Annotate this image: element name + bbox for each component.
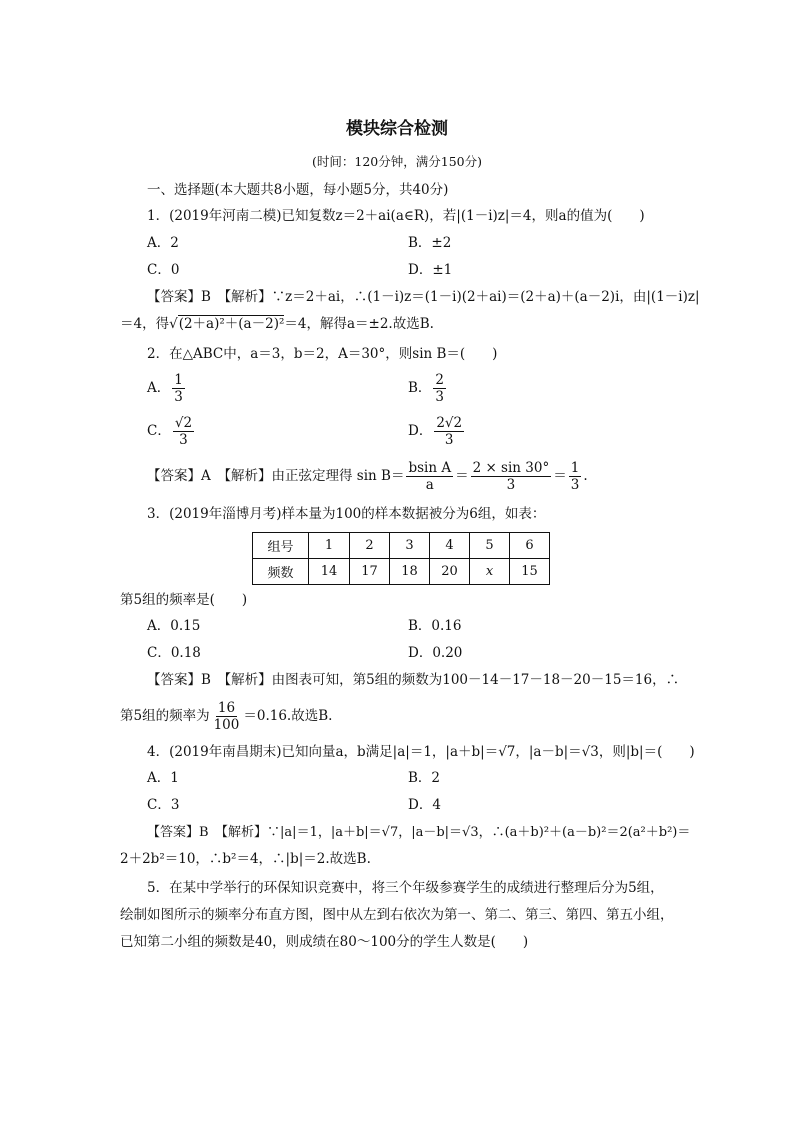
den: 3 — [435, 389, 445, 405]
fraction — [433, 372, 446, 405]
num: √2 — [174, 415, 193, 431]
fraction — [172, 372, 185, 405]
option-b: B．2 — [408, 770, 441, 786]
option-a — [147, 372, 187, 405]
cell: 频数 — [253, 559, 309, 585]
answer-1-cont: ＝4，得√(2＋a)²＋(a－2)²＝4，解得a＝±2.故选B. — [120, 316, 434, 332]
num: 1 — [174, 372, 183, 388]
den: 3 — [174, 389, 183, 405]
fraction — [434, 415, 464, 448]
option-d: D．4 — [408, 797, 441, 813]
option-b: B．±2 — [408, 235, 452, 251]
option-c — [147, 415, 196, 448]
label: B． — [408, 380, 432, 396]
table-row — [253, 533, 550, 559]
cell: 3 — [390, 533, 430, 559]
question-5-line-2: 绘制如图所示的频率分布直方图，图中从左到右依次为第一、第二、第三、第四、第五小组， — [120, 907, 674, 923]
fraction — [212, 700, 242, 733]
option-b: B．0.16 — [408, 618, 462, 634]
fraction — [569, 460, 582, 493]
cell: 4 — [430, 533, 470, 559]
question-3-after: 第5组的频率是( ) — [120, 592, 248, 608]
den: 3 — [506, 477, 516, 493]
text: . — [583, 468, 588, 484]
option-a: A．1 — [147, 770, 179, 786]
den: a — [425, 477, 434, 493]
label: D． — [408, 423, 433, 439]
num: bsin A — [408, 460, 452, 476]
text: ＝4，得 — [120, 316, 170, 332]
fraction — [406, 460, 453, 493]
page-title: 模块综合检测 — [346, 119, 448, 139]
option-a: A．2 — [147, 235, 179, 251]
cell: 5 — [470, 533, 510, 559]
cell: 1 — [309, 533, 350, 559]
option-c: C．3 — [147, 797, 180, 813]
cell: 18 — [390, 559, 430, 585]
den: 3 — [570, 477, 580, 493]
fraction — [173, 415, 194, 448]
cell: 组号 — [253, 533, 309, 559]
den: 3 — [444, 432, 454, 448]
option-d: D．±1 — [408, 262, 453, 278]
section-heading: 一、选择题(本大题共8小题，每小题5分，共40分) — [147, 182, 449, 198]
table-row — [253, 559, 550, 585]
question-5-line-3: 已知第二小组的频数是40，则成绩在80～100分的学生人数是( ) — [120, 934, 529, 950]
option-d — [408, 415, 466, 448]
cell: 14 — [309, 559, 350, 585]
option-a: A．0.15 — [147, 618, 201, 634]
num: 2 — [435, 372, 445, 388]
question-2: 2．在△ABC中，a＝3，b＝2，A＝30°，则sin B＝( ) — [147, 346, 498, 362]
answer-1: 【答案】B 【解析】∵z＝2＋ai，∴(1－i)z＝(1－i)(2＋ai)＝(2＋a)＋(a－2)i，由|(1－i)z| — [147, 289, 700, 305]
option-c: C．0 — [147, 262, 180, 278]
text: 第5组的频率为 — [120, 708, 210, 724]
num: 2√2 — [436, 415, 463, 431]
text: 【答案】A 【解析】由正弦定理得 sin B＝ — [147, 468, 405, 484]
cell: 6 — [510, 533, 550, 559]
answer-3-cont — [120, 700, 332, 733]
text: ＝0.16.故选B. — [243, 708, 333, 724]
eq: ＝ — [553, 468, 567, 484]
question-4: 4．(2019年南昌期末)已知向量a，b满足|a|＝1，|a＋b|＝√7，|a－b|＝√3，则|b|＝( ) — [147, 744, 695, 760]
answer-4: 【答案】B 【解析】∵|a|＝1，|a＋b|＝√7，|a－b|＝√3，∴(a＋b)²＋(a－b)²＝2(a²＋b²)＝ — [147, 825, 691, 840]
den: 100 — [213, 717, 240, 733]
sqrt-expr: (2＋a)²＋(a－2)² — [178, 316, 285, 332]
answer-2 — [147, 460, 588, 493]
cell: 20 — [430, 559, 470, 585]
eq: ＝ — [455, 468, 469, 484]
option-c: C．0.18 — [147, 645, 201, 661]
option-d: D．0.20 — [408, 645, 463, 661]
question-1: 1．(2019年河南二模)已知复数z＝2＋ai(a∈R)，若|(1－i)z|＝4，则a的值为( ) — [147, 208, 645, 224]
cell: 2 — [350, 533, 390, 559]
answer-4-cont: 2＋2b²＝10，∴b²＝4，∴|b|＝2.故选B. — [120, 851, 371, 867]
label: A． — [147, 380, 171, 396]
den: 3 — [179, 432, 188, 448]
num: 2 × sin 30° — [472, 460, 550, 476]
text: ＝4，解得a＝±2.故选B. — [284, 316, 434, 332]
subtitle: (时间：120分钟，满分150分) — [312, 154, 482, 169]
answer-3: 【答案】B 【解析】由图表可知，第5组的频数为100－14－17－18－20－15＝16，∴ — [147, 672, 680, 688]
label: C． — [147, 423, 171, 439]
cell: x — [470, 559, 510, 585]
question-3: 3．(2019年淄博月考)样本量为100的样本数据被分为6组，如表： — [147, 506, 546, 522]
num: 16 — [217, 700, 236, 716]
frequency-table — [252, 532, 550, 585]
cell: 15 — [510, 559, 550, 585]
cell: 17 — [350, 559, 390, 585]
option-b — [408, 372, 448, 405]
num: 1 — [570, 460, 580, 476]
fraction — [471, 460, 552, 493]
question-5-line-1: 5．在某中学举行的环保知识竞赛中，将三个年级参赛学生的成绩进行整理后分为5组， — [147, 880, 664, 896]
